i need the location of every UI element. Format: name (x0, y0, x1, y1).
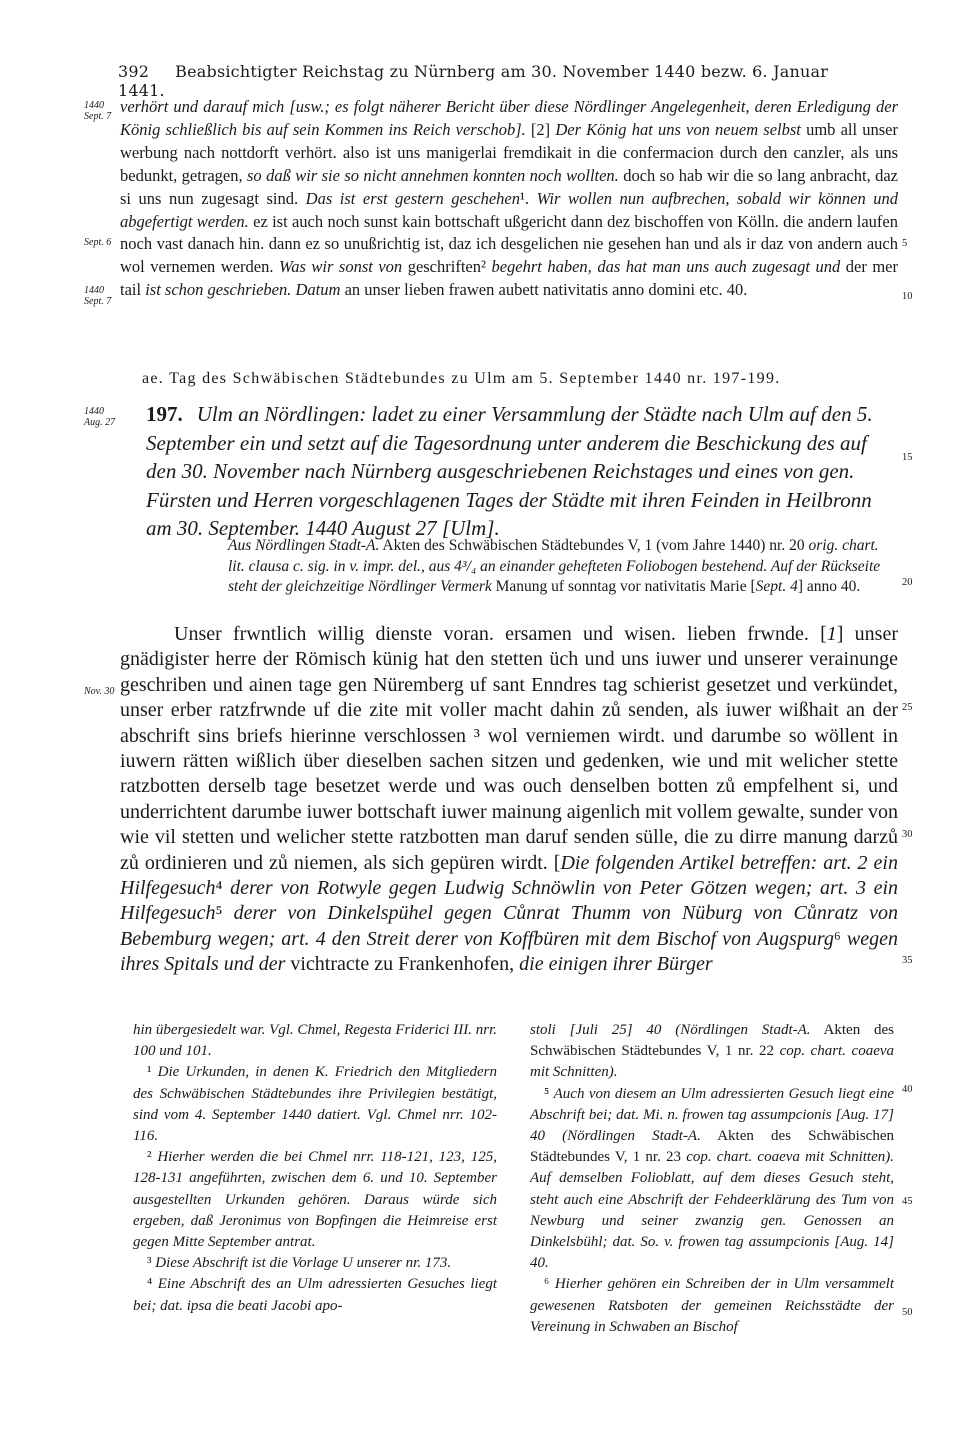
text-run: ⁵ (215, 902, 234, 925)
text-run: ez ist auch noch sunst kain bottschaft ußgericht dann dez bischoffen von Kölln. die andern laufen noch vast danach hin. dann ez so unußrichtig ist, daz ich desgelichen nie gesehen han und als ir daz von andern auch wol vernemen werden. (120, 211, 898, 277)
footnote-run: Hierher gehören ein Schreiben der in Ulm versammelt gewesenen Ratsboten der gemeinen Reichsstädte der Vereinung in Schwaben an Bischof (530, 1276, 894, 1335)
footnotes-right-column (530, 1020, 894, 1338)
line-number: 35 (902, 955, 913, 966)
source-run: Aus Nördlingen Stadt-A. (228, 537, 380, 554)
continuation-paragraph (120, 96, 898, 302)
footnote-run: Eine Abschrift des an Ulm adressierten Gesuches liegt bei; dat. ipsa die beati Jacobi apo- (133, 1276, 497, 1314)
line-number: 5 (902, 238, 908, 249)
text-run: ⁶ (833, 927, 847, 950)
footnotes-left-column (133, 1020, 497, 1317)
footnote-run: hin übergesiedelt war. Vgl. Chmel, Regesta Friderici III. nrr. 100 und 101. (133, 1022, 497, 1060)
text-run: so daß wir sie so nicht annehmen konnten noch wollten. (247, 165, 619, 185)
footnote (530, 1020, 894, 1084)
footnote (133, 1253, 497, 1274)
footnote-run: ¹ (147, 1064, 158, 1081)
margin-date: Sept. 6 (84, 237, 112, 248)
main-document-text (120, 622, 898, 978)
text-run: ist schon geschrieben. (145, 280, 292, 300)
line-number: 10 (902, 291, 913, 302)
footnote-run: Auch von diesem an Ulm adressierten Gesuch liegt eine Abschrift bei; dat. Mi. n. frowen tag assumpcionis [Aug. 17] 40 (Nördlingen Stadt-A. (530, 1085, 895, 1145)
line-number: 30 (902, 829, 913, 840)
footnote-run: ³ (147, 1255, 156, 1272)
text-run: Das ist erst gestern geschehen (305, 188, 520, 208)
text-run: wegen ihres Spitals und der (120, 927, 898, 976)
margin-date: 1440 Sept. 7 (84, 285, 112, 307)
line-number: 15 (902, 452, 913, 463)
source-run: Sept. 4 (755, 578, 798, 595)
footnote-run: ⁵ (544, 1085, 554, 1102)
footnote-run: cop. chart. coaeva mit Schnitten). (530, 1043, 895, 1081)
source-run: Manung uf sonntag vor nativitatis Marie [ (491, 578, 756, 595)
running-title: Beabsichtigter Reichstag zu Nürnberg am 30. November 1440 bezw. 6. Januar 1441. (118, 62, 829, 100)
text-run: derer von Rotwyle gegen Ludwig Schnöwlin von Peter Götzen wegen; art. 3 ein Hilfegesuch (120, 877, 898, 925)
page-number: 392 (118, 62, 150, 81)
text-run: vichtracte zu Frankenhofen, (285, 953, 520, 976)
footnote-run: Diese Abschrift ist die Vorlage U unserer nr. 173. (155, 1255, 452, 1272)
footnote (530, 1274, 894, 1338)
text-run: Unser frwntlich willig dienste voran. ersamen und wisen. lieben frwnde. [ (174, 623, 827, 645)
source-note (228, 536, 898, 598)
footnote-run: cop. chart. coaeva mit Schnitten). Auf demselben Folioblatt, auf dem dieses Gesuch steht, steht auch eine Abschrift der Fehdeerklärung des Tum von Newburg und seiner zwanzig gen. Genossen an Dinkelsbühl; dat. So. v. frowen tag assumpcionis [Aug. 14] 40. (530, 1149, 894, 1272)
text-run: 1 (826, 623, 837, 645)
document-number: 197. (146, 402, 183, 426)
footnote-run: Hierher werden die bei Chmel nrr. 118-121, 123, 125, 128-131 angeführten, zwischen dem 6. und 10. September ausgestellten Urkunden gehören. Daraus würde sich ergeben, daß Jeronimus von Bopfingen die Heimreise erst gegen Mitte September antrat. (133, 1149, 497, 1251)
line-number: 20 (902, 577, 913, 588)
line-number: 40 (902, 1084, 913, 1095)
text-run: [2] (525, 119, 556, 139)
source-run: ] anno 40. (797, 578, 861, 595)
line-number: 25 (902, 702, 913, 713)
section-heading: ae. Tag des Schwäbischen Städtebundes zu Ulm am 5. September 1440 nr. 197-199. (142, 370, 781, 387)
running-header (118, 62, 838, 100)
text-run: Was wir sonst von (279, 257, 403, 277)
regest-summary: Ulm an Nördlingen: ladet zu einer Versammlung der Städte nach Ulm auf den 5. September ein und setzt auf die Tagesordnung unter anderem die Beschickung des auf den 30. November nach Nürnberg ausgeschriebenen Reichstages und eines von gen. Fürsten und Herren vorgeschlagenen Tages der Städte mit ihren Feinden in Heilbronn am 30. September. 1440 August 27 [Ulm]. (146, 402, 873, 540)
text-run: Die folgenden Artikel betreffen: art. 2 ein Hilfegesuch (120, 851, 898, 900)
footnote (530, 1084, 894, 1275)
footnote-run: Akten des Schwäbischen Städtebundes V, 1 nr. 23 (530, 1128, 894, 1166)
footnote-run: ⁶ (544, 1276, 555, 1293)
text-run: ⁴ (215, 877, 231, 900)
text-run: geschriften² (402, 257, 492, 277)
footnote-run: Die Urkunden, in denen K. Friedrich den Mitgliedern des Schwäbischen Städtebundes ihre Privilegien bestätigt, sind vom 4. September 1440 datiert. Vgl. Chmel nrr. 102-116. (133, 1064, 497, 1145)
footnote (133, 1062, 497, 1147)
text-run: Wir wollen nun aufbrechen, sobald wir können und abgefertigt werden. (120, 188, 898, 231)
line-number: 50 (902, 1307, 913, 1318)
text-run: ¹. (519, 188, 537, 208)
text-run: begehrt haben, das hat man uns auch zugesagt und (491, 257, 841, 277)
line-number: 45 (902, 1196, 913, 1207)
text-run: verhört und darauf mich [usw.; es folgt näherer Bericht über diese Nördlinger Angelegenheit, deren Erledigung der König schließlich bis auf sein Kommen ins Reich verschob]. (120, 97, 898, 139)
footnote (133, 1020, 497, 1062)
text-run: Datum (295, 280, 341, 300)
text-run: ] unser gnädigister herre der Römisch künig hat den stetten üch und uns iuwer und unserer verainunge geschriben und ainen tage gen Nüremberg uf sant Enndres tag schierist gesetzet und verkündet, unser erber ratzfrwnde uf die zite mit voller macht dahin zů senden, als iuwer wißhait an der abschrift sins briefs hierinne verschlossen ³ wol verniemen wirdt. und darumbe so wöllent in iuwern rätten wißlich über dieselben sachen sitzen und gedenken, wie und mit welicher stette ratzbotten derselb tage besetzet werde und was ouch denselben botten zů empfelhent si, und underrichtent darumbe iuwer bottschaft iuwer mainung aigenlich mit vollem gewalte, sunder von wie vil stetten und welicher stette ratzbotten man daruf senden sülle, die zu dirre manung darzů zů ordinieren und zů niemen, als sich gepüren wirdt. [ (120, 623, 899, 874)
regest (146, 400, 898, 543)
footnote (133, 1274, 497, 1316)
text-run: derer von Dinkelspühel gegen Cůnrat Thumm von Nüburg von Cůnratz von Bebemburg wegen; art. 4 den Streit derer von Koffbüren mit dem Bischof von Augspurg (120, 902, 898, 950)
footnote (133, 1147, 497, 1253)
source-run: Akten des Schwäbischen Städtebundes V, 1 (vom Jahre 1440) nr. 20 (379, 537, 809, 554)
footnote-run: stoli [Juli 25] 40 (Nördlingen Stadt-A. (530, 1022, 811, 1038)
text-run: doch so hab wir die so lang anbracht, daz si uns nun zugesagt sind. (120, 165, 898, 208)
margin-date: 1440 Aug. 27 (84, 406, 116, 428)
margin-date: Nov. 30 (84, 686, 115, 697)
footnote-run: ⁴ (147, 1276, 158, 1293)
text-run: Der König hat uns von neuem selbst (555, 119, 801, 139)
footnote-run: Akten des Schwäbischen Städtebundes V, 1 nr. 22 (530, 1022, 894, 1060)
text-run: umb all unser werbung nach nottdorft verhört. also ist uns manigerlai fremdikait in die confermacion durch den canzler, als uns bedunkt, getragen, (120, 119, 898, 185)
footnote-run: ² (147, 1149, 158, 1166)
text-run: der mer tail (120, 257, 898, 300)
text-run: an unser lieben frawen aubett nativitatis anno domini etc. 40. (340, 280, 748, 300)
margin-date: 1440 Sept. 7 (84, 100, 112, 122)
text-run: die einigen ihrer Bürger (519, 953, 713, 976)
source-run: orig. chart. lit. clausa c. sig. in v. impr. del., aus 4³/₄ an einander gehefteten Foliobogen bestehend. Auf der Rückseite steht der gleichzeitige Nördlinger Vermerk (228, 537, 881, 595)
